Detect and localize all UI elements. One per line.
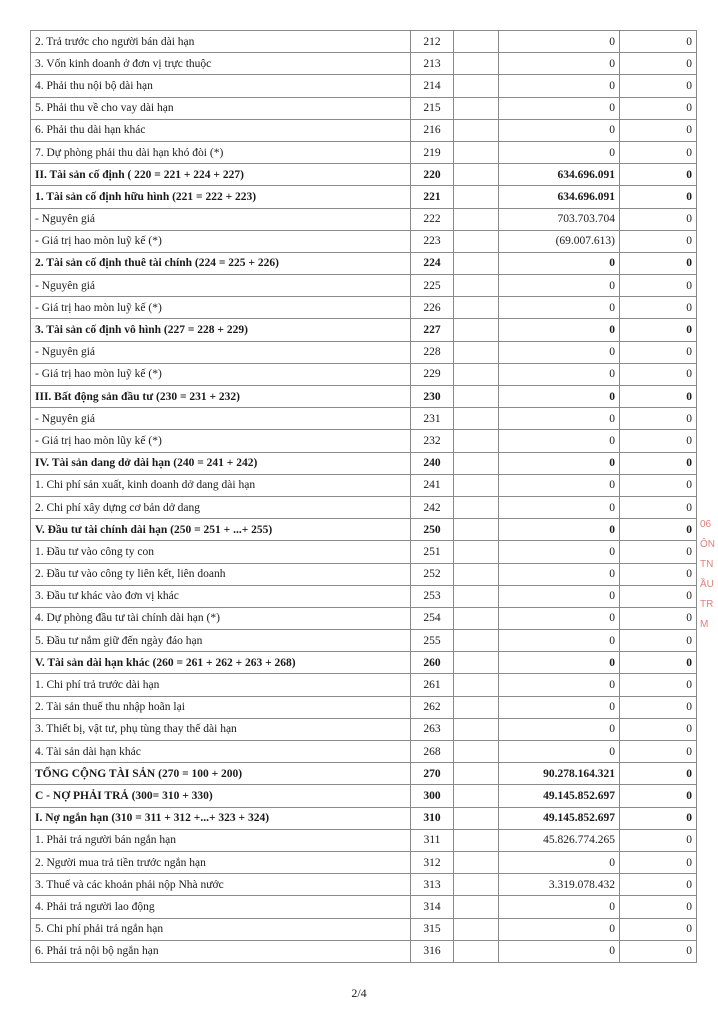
- row-name: TỔNG CỘNG TÀI SẢN (270 = 100 + 200): [31, 763, 411, 785]
- row-current-value: 49.145.852.697: [499, 807, 620, 829]
- row-name: 2. Trả trước cho người bán dài hạn: [31, 31, 411, 53]
- table-row: [31, 563, 697, 585]
- table-row: [31, 363, 697, 385]
- row-code: 228: [411, 341, 454, 363]
- row-code: 216: [411, 119, 454, 141]
- row-current-value: 0: [499, 386, 620, 408]
- row-note: [454, 674, 499, 696]
- row-code: 314: [411, 896, 454, 918]
- row-name: 5. Đầu tư nắm giữ đến ngày đáo hạn: [31, 630, 411, 652]
- table-row: [31, 519, 697, 541]
- row-current-value: 0: [499, 519, 620, 541]
- table-row: [31, 408, 697, 430]
- row-code: 240: [411, 452, 454, 474]
- row-code: 212: [411, 31, 454, 53]
- row-previous-value: 0: [620, 851, 697, 873]
- row-name: 4. Phải trả người lao động: [31, 896, 411, 918]
- row-name: - Giá trị hao mòn lũy kế (*): [31, 430, 411, 452]
- row-code: 231: [411, 408, 454, 430]
- table-row: [31, 252, 697, 274]
- row-name: - Nguyên giá: [31, 408, 411, 430]
- row-current-value: 0: [499, 718, 620, 740]
- row-note: [454, 186, 499, 208]
- row-note: [454, 874, 499, 896]
- row-code: 242: [411, 496, 454, 518]
- row-note: [454, 53, 499, 75]
- table-row: [31, 763, 697, 785]
- row-note: [454, 652, 499, 674]
- row-previous-value: 0: [620, 341, 697, 363]
- row-note: [454, 408, 499, 430]
- row-name: II. Tài sản cố định ( 220 = 221 + 224 + 227): [31, 164, 411, 186]
- row-name: 3. Thiết bị, vật tư, phụ tùng thay thế dài hạn: [31, 718, 411, 740]
- row-note: [454, 851, 499, 873]
- row-current-value: 0: [499, 319, 620, 341]
- row-name: 5. Phải thu về cho vay dài hạn: [31, 97, 411, 119]
- row-code: 232: [411, 430, 454, 452]
- row-previous-value: 0: [620, 918, 697, 940]
- row-name: 6. Phải thu dài hạn khác: [31, 119, 411, 141]
- row-name: 7. Dự phòng phải thu dài hạn khó đòi (*): [31, 141, 411, 163]
- row-current-value: 0: [499, 674, 620, 696]
- row-note: [454, 718, 499, 740]
- row-note: [454, 630, 499, 652]
- row-code: 312: [411, 851, 454, 873]
- row-note: [454, 918, 499, 940]
- row-note: [454, 208, 499, 230]
- row-code: 311: [411, 829, 454, 851]
- row-code: 255: [411, 630, 454, 652]
- row-previous-value: 0: [620, 940, 697, 962]
- row-previous-value: 0: [620, 208, 697, 230]
- row-code: 227: [411, 319, 454, 341]
- row-previous-value: 0: [620, 53, 697, 75]
- row-note: [454, 97, 499, 119]
- stamp-text: TN: [700, 559, 714, 570]
- row-name: 2. Tài sản cố định thuê tài chính (224 = 225 + 226): [31, 252, 411, 274]
- table-row: [31, 141, 697, 163]
- stamp-text: TR: [700, 599, 714, 610]
- row-current-value: 0: [499, 541, 620, 563]
- table-row: [31, 829, 697, 851]
- row-current-value: 634.696.091: [499, 164, 620, 186]
- row-current-value: 0: [499, 474, 620, 496]
- table-row: [31, 785, 697, 807]
- row-note: [454, 319, 499, 341]
- row-current-value: 0: [499, 363, 620, 385]
- row-previous-value: 0: [620, 31, 697, 53]
- row-previous-value: 0: [620, 186, 697, 208]
- row-note: [454, 474, 499, 496]
- table-row: [31, 430, 697, 452]
- row-previous-value: 0: [620, 785, 697, 807]
- row-code: 224: [411, 252, 454, 274]
- table-row: [31, 208, 697, 230]
- row-name: - Nguyên giá: [31, 208, 411, 230]
- table-row: [31, 896, 697, 918]
- row-current-value: (69.007.613): [499, 230, 620, 252]
- row-current-value: 0: [499, 297, 620, 319]
- row-current-value: 0: [499, 563, 620, 585]
- row-name: 2. Người mua trả tiền trước ngắn hạn: [31, 851, 411, 873]
- row-code: 260: [411, 652, 454, 674]
- row-code: 310: [411, 807, 454, 829]
- row-current-value: 0: [499, 607, 620, 629]
- table-row: [31, 541, 697, 563]
- row-code: 315: [411, 918, 454, 940]
- row-name: - Giá trị hao mòn luỹ kế (*): [31, 230, 411, 252]
- row-previous-value: 0: [620, 408, 697, 430]
- row-name: 3. Đầu tư khác vào đơn vị khác: [31, 585, 411, 607]
- row-note: [454, 452, 499, 474]
- row-note: [454, 297, 499, 319]
- table-row: [31, 164, 697, 186]
- row-note: [454, 164, 499, 186]
- table-row: [31, 341, 697, 363]
- balance-sheet-body: [31, 31, 697, 963]
- row-code: 223: [411, 230, 454, 252]
- row-note: [454, 696, 499, 718]
- row-current-value: 0: [499, 408, 620, 430]
- row-previous-value: 0: [620, 319, 697, 341]
- row-name: IV. Tài sản dang dở dài hạn (240 = 241 + 242): [31, 452, 411, 474]
- row-previous-value: 0: [620, 386, 697, 408]
- row-note: [454, 829, 499, 851]
- row-current-value: 0: [499, 940, 620, 962]
- table-row: [31, 97, 697, 119]
- row-current-value: 0: [499, 496, 620, 518]
- row-previous-value: 0: [620, 829, 697, 851]
- table-row: [31, 918, 697, 940]
- table-row: [31, 496, 697, 518]
- page-number: 2/4: [351, 986, 367, 1000]
- row-current-value: 49.145.852.697: [499, 785, 620, 807]
- row-current-value: 0: [499, 430, 620, 452]
- row-code: 226: [411, 297, 454, 319]
- row-code: 254: [411, 607, 454, 629]
- row-current-value: 0: [499, 585, 620, 607]
- row-current-value: 0: [499, 341, 620, 363]
- row-note: [454, 585, 499, 607]
- row-code: 220: [411, 164, 454, 186]
- row-note: [454, 896, 499, 918]
- row-code: 268: [411, 741, 454, 763]
- row-name: 3. Tài sản cố định vô hình (227 = 228 + 229): [31, 319, 411, 341]
- row-name: I. Nợ ngắn hạn (310 = 311 + 312 +...+ 323 + 324): [31, 807, 411, 829]
- table-row: [31, 31, 697, 53]
- row-previous-value: 0: [620, 363, 697, 385]
- row-previous-value: 0: [620, 652, 697, 674]
- row-name: 2. Tài sản thuế thu nhập hoãn lại: [31, 696, 411, 718]
- row-previous-value: 0: [620, 807, 697, 829]
- row-code: 253: [411, 585, 454, 607]
- row-previous-value: 0: [620, 496, 697, 518]
- row-name: 6. Phải trả nội bộ ngắn hạn: [31, 940, 411, 962]
- row-current-value: 0: [499, 918, 620, 940]
- table-row: [31, 119, 697, 141]
- row-previous-value: 0: [620, 674, 697, 696]
- row-note: [454, 75, 499, 97]
- table-row: [31, 75, 697, 97]
- table-row: [31, 940, 697, 962]
- row-note: [454, 363, 499, 385]
- row-note: [454, 519, 499, 541]
- row-previous-value: 0: [620, 563, 697, 585]
- table-row: [31, 319, 697, 341]
- row-previous-value: 0: [620, 252, 697, 274]
- row-code: 250: [411, 519, 454, 541]
- table-row: [31, 607, 697, 629]
- row-current-value: 0: [499, 452, 620, 474]
- row-note: [454, 741, 499, 763]
- row-current-value: 0: [499, 652, 620, 674]
- table-row: [31, 386, 697, 408]
- row-name: C - NỢ PHẢI TRẢ (300= 310 + 330): [31, 785, 411, 807]
- table-row: [31, 474, 697, 496]
- table-row: [31, 585, 697, 607]
- row-name: - Giá trị hao mòn luỹ kế (*): [31, 363, 411, 385]
- row-note: [454, 541, 499, 563]
- row-current-value: 0: [499, 696, 620, 718]
- row-previous-value: 0: [620, 541, 697, 563]
- row-code: 316: [411, 940, 454, 962]
- row-name: 1. Chi phí trả trước dài hạn: [31, 674, 411, 696]
- row-current-value: 0: [499, 275, 620, 297]
- row-code: 229: [411, 363, 454, 385]
- stamp-text: M: [700, 619, 709, 630]
- row-note: [454, 430, 499, 452]
- row-previous-value: 0: [620, 741, 697, 763]
- row-note: [454, 119, 499, 141]
- row-code: 222: [411, 208, 454, 230]
- row-current-value: 0: [499, 141, 620, 163]
- row-note: [454, 763, 499, 785]
- table-row: [31, 874, 697, 896]
- row-previous-value: 0: [620, 585, 697, 607]
- row-name: 2. Đầu tư vào công ty liên kết, liên doanh: [31, 563, 411, 585]
- table-row: [31, 652, 697, 674]
- balance-sheet-table: [30, 30, 697, 963]
- row-code: 241: [411, 474, 454, 496]
- row-note: [454, 496, 499, 518]
- row-name: 5. Chi phí phải trả ngắn hạn: [31, 918, 411, 940]
- row-note: [454, 807, 499, 829]
- table-row: [31, 186, 697, 208]
- row-code: 225: [411, 275, 454, 297]
- row-previous-value: 0: [620, 297, 697, 319]
- row-current-value: 0: [499, 741, 620, 763]
- row-note: [454, 940, 499, 962]
- row-name: 1. Đầu tư vào công ty con: [31, 541, 411, 563]
- table-row: [31, 297, 697, 319]
- row-previous-value: 0: [620, 452, 697, 474]
- row-previous-value: 0: [620, 119, 697, 141]
- row-current-value: 0: [499, 31, 620, 53]
- row-current-value: 0: [499, 630, 620, 652]
- row-name: 4. Phải thu nội bộ dài hạn: [31, 75, 411, 97]
- row-current-value: 45.826.774.265: [499, 829, 620, 851]
- row-current-value: 0: [499, 896, 620, 918]
- row-current-value: 3.319.078.432: [499, 874, 620, 896]
- table-row: [31, 807, 697, 829]
- table-row: [31, 674, 697, 696]
- row-code: 270: [411, 763, 454, 785]
- row-code: 313: [411, 874, 454, 896]
- row-note: [454, 563, 499, 585]
- row-name: 1. Phải trả người bán ngắn hạn: [31, 829, 411, 851]
- row-note: [454, 252, 499, 274]
- row-name: - Nguyên giá: [31, 341, 411, 363]
- row-note: [454, 386, 499, 408]
- row-note: [454, 141, 499, 163]
- table-row: [31, 630, 697, 652]
- row-code: 219: [411, 141, 454, 163]
- row-previous-value: 0: [620, 763, 697, 785]
- row-current-value: 0: [499, 851, 620, 873]
- row-previous-value: 0: [620, 430, 697, 452]
- row-name: - Nguyên giá: [31, 275, 411, 297]
- row-code: 221: [411, 186, 454, 208]
- table-row: [31, 230, 697, 252]
- row-current-value: 634.696.091: [499, 186, 620, 208]
- stamp-text: ÔN: [700, 539, 715, 550]
- row-previous-value: 0: [620, 75, 697, 97]
- row-previous-value: 0: [620, 630, 697, 652]
- table-row: [31, 851, 697, 873]
- stamp-text: 06: [700, 519, 712, 530]
- row-name: 3. Thuế và các khoản phải nộp Nhà nước: [31, 874, 411, 896]
- row-previous-value: 0: [620, 230, 697, 252]
- row-code: 215: [411, 97, 454, 119]
- table-row: [31, 452, 697, 474]
- row-name: V. Tài sản dài hạn khác (260 = 261 + 262 + 263 + 268): [31, 652, 411, 674]
- row-code: 263: [411, 718, 454, 740]
- row-code: 214: [411, 75, 454, 97]
- row-name: III. Bất động sản đầu tư (230 = 231 + 232): [31, 386, 411, 408]
- row-note: [454, 230, 499, 252]
- row-current-value: 0: [499, 75, 620, 97]
- row-name: - Giá trị hao mòn luỹ kế (*): [31, 297, 411, 319]
- row-note: [454, 31, 499, 53]
- table-row: [31, 275, 697, 297]
- row-name: 4. Dự phòng đầu tư tài chính dài hạn (*): [31, 607, 411, 629]
- row-previous-value: 0: [620, 519, 697, 541]
- row-previous-value: 0: [620, 275, 697, 297]
- table-row: [31, 741, 697, 763]
- row-previous-value: 0: [620, 896, 697, 918]
- row-code: 252: [411, 563, 454, 585]
- row-current-value: 90.278.164.321: [499, 763, 620, 785]
- row-code: 300: [411, 785, 454, 807]
- row-previous-value: 0: [620, 607, 697, 629]
- row-current-value: 703.703.704: [499, 208, 620, 230]
- row-name: 4. Tài sản dài hạn khác: [31, 741, 411, 763]
- row-current-value: 0: [499, 53, 620, 75]
- row-code: 230: [411, 386, 454, 408]
- row-name: 2. Chi phí xây dựng cơ bản dở dang: [31, 496, 411, 518]
- row-previous-value: 0: [620, 696, 697, 718]
- row-previous-value: 0: [620, 141, 697, 163]
- row-name: 3. Vốn kinh doanh ở đơn vị trực thuộc: [31, 53, 411, 75]
- row-code: 251: [411, 541, 454, 563]
- red-stamp: [700, 515, 718, 635]
- row-note: [454, 275, 499, 297]
- row-previous-value: 0: [620, 718, 697, 740]
- table-row: [31, 718, 697, 740]
- row-code: 213: [411, 53, 454, 75]
- row-name: 1. Chi phí sản xuất, kinh doanh dở dang dài hạn: [31, 474, 411, 496]
- row-current-value: 0: [499, 252, 620, 274]
- stamp-text: ẦU: [700, 579, 714, 590]
- row-note: [454, 785, 499, 807]
- row-name: V. Đầu tư tài chính dài hạn (250 = 251 + ...+ 255): [31, 519, 411, 541]
- row-name: 1. Tài sản cố định hữu hình (221 = 222 + 223): [31, 186, 411, 208]
- row-code: 262: [411, 696, 454, 718]
- row-previous-value: 0: [620, 97, 697, 119]
- table-row: [31, 696, 697, 718]
- row-note: [454, 607, 499, 629]
- row-previous-value: 0: [620, 474, 697, 496]
- table-row: [31, 53, 697, 75]
- row-current-value: 0: [499, 97, 620, 119]
- row-current-value: 0: [499, 119, 620, 141]
- row-previous-value: 0: [620, 874, 697, 896]
- row-code: 261: [411, 674, 454, 696]
- row-note: [454, 341, 499, 363]
- row-previous-value: 0: [620, 164, 697, 186]
